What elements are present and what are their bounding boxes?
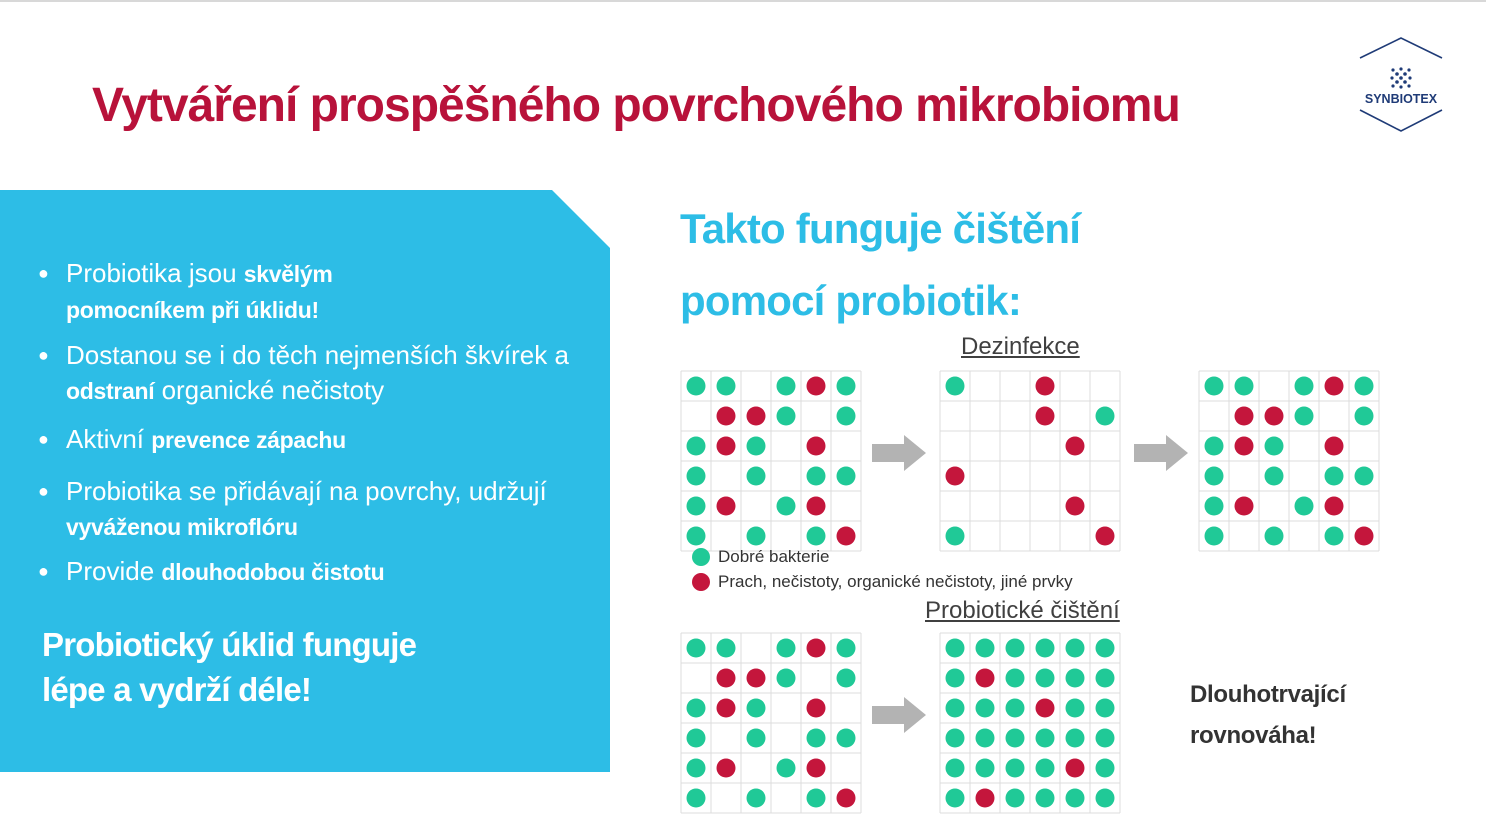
synbiotex-logo [1356,36,1446,134]
good-bacteria-dot [777,407,796,426]
good-bacteria-dot [1036,669,1055,688]
good-bacteria-dot [1265,527,1284,546]
good-bacteria-dot [976,729,995,748]
good-bacteria-dot [1205,527,1224,546]
dirt-dot [1066,497,1085,516]
grid-regrowth [1198,370,1380,557]
good-bacteria-dot [1066,699,1085,718]
grid-initial [680,370,862,557]
dirt-dot [837,527,856,546]
dirt-dot [1066,759,1085,778]
snowflake-molecule-icon [1390,67,1411,88]
good-bacteria-dot [1096,669,1115,688]
process-title: Takto funguje čištění pomocí probiotik: [680,205,1081,324]
good-bacteria-dot [1325,527,1344,546]
good-bacteria-dot [946,527,965,546]
good-bacteria-dot [747,437,766,456]
dirt-dot [807,377,826,396]
label-dezinfekce: Dezinfekce [961,333,1080,360]
good-bacteria-dot [976,699,995,718]
good-bacteria-dot [747,699,766,718]
good-bacteria-dot [687,699,706,718]
good-bacteria-dot [807,527,826,546]
good-bacteria-dot [1205,377,1224,396]
top-divider [0,0,1486,2]
bullet-item: ● Provide dlouhodobou čistotu [38,554,598,590]
good-bacteria-dot [1036,729,1055,748]
label-probioticke: Probiotické čištění [925,597,1120,624]
good-bacteria-dot [1006,729,1025,748]
bullet-item: ● Dostanou se i do těch nejmenších škvírek a odstraní organické nečistoty [38,340,569,405]
bullet-dot-icon: ● [38,345,49,365]
dirt-dot [747,407,766,426]
good-bacteria-dot [1295,377,1314,396]
good-bacteria-dot [777,759,796,778]
dirt-dot [717,407,736,426]
legend [692,544,1073,594]
dirt-dot [1036,407,1055,426]
good-bacteria-dot [747,467,766,486]
dirt-dot [1355,527,1374,546]
dirt-dot [717,497,736,516]
good-bacteria-dot [1325,467,1344,486]
good-bacteria-dot [1096,759,1115,778]
good-bacteria-dot [1205,467,1224,486]
dirt-dot [1096,527,1115,546]
good-bacteria-dot [946,729,965,748]
good-bacteria-dot [1006,699,1025,718]
good-bacteria-dot [687,437,706,456]
good-bacteria-dot [1205,437,1224,456]
good-bacteria-dot [807,467,826,486]
good-bacteria-dot [1235,377,1254,396]
good-bacteria-dot [1006,759,1025,778]
good-bacteria-dot [1096,407,1115,426]
good-bacteria-dot [837,407,856,426]
good-bacteria-dot [976,639,995,658]
good-bacteria-dot [687,527,706,546]
dirt-dot [717,669,736,688]
good-bacteria-dot [837,377,856,396]
good-bacteria-dot [777,377,796,396]
good-bacteria-dot [687,639,706,658]
bullet-dot-icon: ● [38,429,49,449]
legend-item-bad: Prach, nečistoty, organické nečistoty, jiné prvky [692,569,1073,594]
bullet-item: ● Probiotika se přidávají na povrchy, udržují vyváženou mikroflóru [38,476,547,540]
good-bacteria-dot [946,639,965,658]
grid-probiotic-result [939,632,1121,819]
arrow-right-icon [872,435,928,476]
dirt-dot [1265,407,1284,426]
bullet-dot-icon: ● [38,263,49,283]
good-bacteria-dot [1006,639,1025,658]
good-bacteria-dot [1066,669,1085,688]
dirt-dot [747,669,766,688]
bullet-dot-icon: ● [38,561,49,581]
dirt-dot [976,669,995,688]
logo-text: SYNBIOTEX [1364,92,1438,106]
good-bacteria-dot [747,729,766,748]
bullet-dot-icon: ● [38,481,49,501]
good-bacteria-dot [1036,639,1055,658]
good-bacteria-dot [1265,437,1284,456]
good-bacteria-dot [687,377,706,396]
good-bacteria-dot [1006,669,1025,688]
dirt-dot [717,759,736,778]
good-bacteria-dot [687,759,706,778]
good-bacteria-dot [1295,497,1314,516]
good-bacteria-dot [1096,699,1115,718]
good-bacteria-dot [1295,407,1314,426]
good-bacteria-dot-icon [692,548,710,566]
good-bacteria-dot [717,377,736,396]
dirt-dot [807,437,826,456]
dirt-dot [1066,437,1085,456]
dirt-dot [807,759,826,778]
dirt-dot [1235,437,1254,456]
good-bacteria-dot [1355,377,1374,396]
good-bacteria-dot [1355,467,1374,486]
good-bacteria-dot [687,497,706,516]
good-bacteria-dot [1066,729,1085,748]
good-bacteria-dot [946,377,965,396]
good-bacteria-dot [717,639,736,658]
dirt-dot [946,467,965,486]
result-statement: Dlouhotrvající rovnováha! [1190,681,1346,749]
good-bacteria-dot [837,639,856,658]
dirt-dot-icon [692,573,710,591]
good-bacteria-dot [946,669,965,688]
good-bacteria-dot [747,527,766,546]
good-bacteria-dot [1096,639,1115,658]
good-bacteria-dot [1066,639,1085,658]
good-bacteria-dot [1205,497,1224,516]
arrow-right-icon [1134,435,1190,476]
good-bacteria-dot [1355,407,1374,426]
good-bacteria-dot [837,729,856,748]
good-bacteria-dot [837,467,856,486]
dirt-dot [1235,497,1254,516]
good-bacteria-dot [807,729,826,748]
good-bacteria-dot [1265,467,1284,486]
dirt-dot [807,497,826,516]
dirt-dot [1036,699,1055,718]
dirt-dot [1325,437,1344,456]
dirt-dot [1235,407,1254,426]
good-bacteria-dot [1096,729,1115,748]
closing-statement: Probiotický úklid funguje lépe a vydrží déle! [42,626,417,708]
good-bacteria-dot [777,639,796,658]
dirt-dot [1036,377,1055,396]
dirt-dot [717,699,736,718]
dirt-dot [1325,377,1344,396]
good-bacteria-dot [976,759,995,778]
arrow-right-icon [872,697,928,738]
good-bacteria-dot [687,467,706,486]
good-bacteria-dot [837,669,856,688]
legend-item-good: Dobré bakterie [692,544,1073,569]
good-bacteria-dot [946,699,965,718]
dirt-dot [807,699,826,718]
good-bacteria-dot [777,669,796,688]
page-title: Vytváření prospěšného povrchového mikrobiomu [92,79,1180,132]
good-bacteria-dot [946,759,965,778]
good-bacteria-dot [1036,759,1055,778]
bullet-item: ● Aktivní prevence zápachu [38,422,598,458]
grid-probiotic-start [680,632,862,819]
good-bacteria-dot [777,497,796,516]
dirt-dot [717,437,736,456]
dirt-dot [807,639,826,658]
bullet-item: ● Probiotika jsou skvělým pomocníkem při úklidu! [38,258,333,323]
grid-after-disinfection [939,370,1121,557]
good-bacteria-dot [687,729,706,748]
dirt-dot [1325,497,1344,516]
